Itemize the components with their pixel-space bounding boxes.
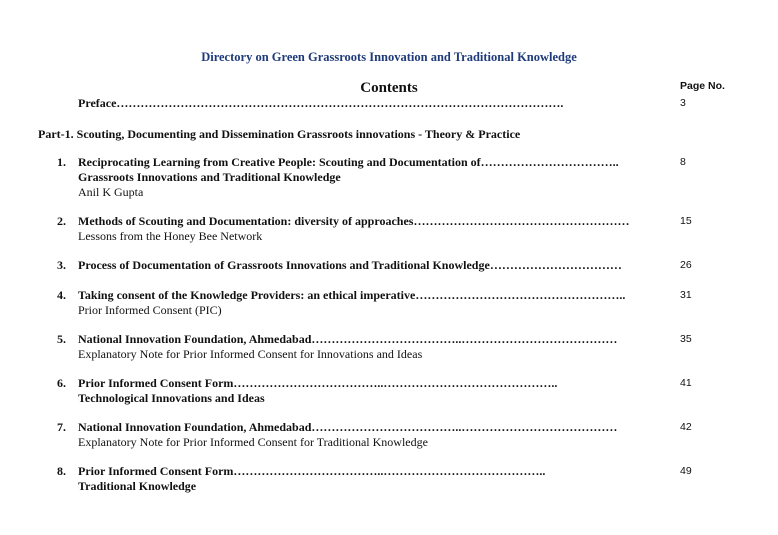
entry-number: 3. bbox=[57, 258, 66, 272]
entry-number: 4. bbox=[57, 288, 66, 302]
entry-title: Reciprocating Learning from Creative People: Scouting and Documentation of bbox=[78, 155, 481, 169]
entry-subtitle: Explanatory Note for Prior Informed Consent for Innovations and Ideas bbox=[78, 347, 423, 361]
dot-leader: ……………………………………………… bbox=[413, 214, 630, 228]
entry-subtitle: Traditional Knowledge bbox=[78, 479, 197, 493]
preface-label: Preface bbox=[78, 96, 117, 110]
entry-subtitle: Prior Informed Consent (PIC) bbox=[78, 303, 222, 317]
entry-title: Taking consent of the Knowledge Providers: an ethical imperative bbox=[78, 288, 416, 302]
entry-number: 1. bbox=[57, 155, 66, 169]
entry-title: Prior Informed Consent Form bbox=[78, 376, 234, 390]
entry-title: Methods of Scouting and Documentation: diversity of approaches bbox=[78, 214, 414, 228]
entry-title: National Innovation Foundation, Ahmedabad bbox=[78, 332, 312, 346]
page-number: 31 bbox=[680, 289, 692, 301]
contents-heading: Contents bbox=[360, 80, 418, 96]
page-number: 42 bbox=[680, 421, 692, 433]
dot-leader: ………………………………..………………………………… bbox=[311, 420, 618, 434]
entry-number: 6. bbox=[57, 376, 66, 390]
entry-number: 2. bbox=[57, 214, 66, 228]
dot-leader: ………………………………..………………………………….. bbox=[233, 464, 546, 478]
dot-leader: ………………………………..…………………………………….. bbox=[233, 376, 558, 390]
dot-leader: …………………………… bbox=[489, 258, 622, 272]
page-number: 49 bbox=[680, 465, 692, 477]
part-heading: Part-1. Scouting, Documenting and Dissemination Grassroots innovations - Theory & Practice bbox=[38, 127, 521, 141]
entry-subtitle: Grassroots Innovations and Traditional Knowledge bbox=[78, 170, 341, 184]
page-number: 15 bbox=[680, 215, 692, 227]
entry-title: Process of Documentation of Grassroots Innovations and Traditional Knowledge bbox=[78, 258, 490, 272]
entry-title: National Innovation Foundation, Ahmedabad bbox=[78, 420, 312, 434]
page-number: 35 bbox=[680, 333, 692, 345]
dot-leader: ………………………………..………………………………… bbox=[311, 332, 618, 346]
entry-number: 8. bbox=[57, 464, 66, 478]
page-number: 3 bbox=[680, 97, 686, 109]
entry-subtitle: Explanatory Note for Prior Informed Consent for Traditional Knowledge bbox=[78, 435, 428, 449]
dot-leader: …………………………………………………………………………………………………. bbox=[116, 96, 564, 110]
entry-title: Prior Informed Consent Form bbox=[78, 464, 234, 478]
dot-leader: …………………………….. bbox=[480, 155, 619, 169]
entry-number: 7. bbox=[57, 420, 66, 434]
document-title: Directory on Green Grassroots Innovation and Traditional Knowledge bbox=[201, 50, 577, 64]
page-number: 41 bbox=[680, 377, 692, 389]
dot-leader: …………………………………………….. bbox=[415, 288, 626, 302]
entry-number: 5. bbox=[57, 332, 66, 346]
page-number: 8 bbox=[680, 156, 686, 168]
page-number: 26 bbox=[680, 259, 692, 271]
page-number-heading: Page No. bbox=[680, 80, 725, 92]
entry-subtitle: Lessons from the Honey Bee Network bbox=[78, 229, 263, 243]
entry-author: Anil K Gupta bbox=[78, 185, 144, 199]
entry-subtitle: Technological Innovations and Ideas bbox=[78, 391, 265, 405]
